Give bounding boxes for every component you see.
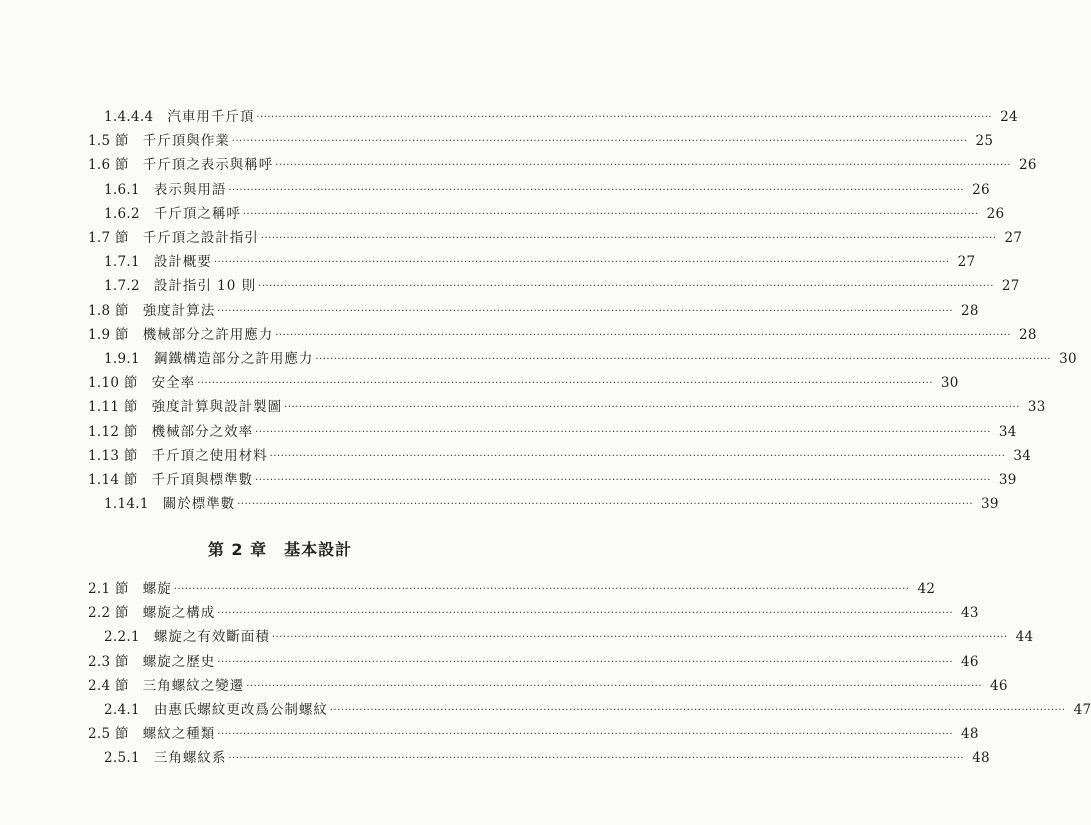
toc-entry-number: 1.7 節	[88, 230, 129, 246]
toc-entry-number: 1.6 節	[88, 157, 129, 174]
toc-entry-number: 1.10 節	[88, 375, 138, 392]
toc-dot-leader: ········································································································································································································	[255, 475, 991, 486]
toc-dot-leader: ········································································································································································································	[217, 729, 954, 741]
toc-entry	[104, 700, 1091, 720]
toc-entry	[88, 228, 1023, 248]
toc-entry	[104, 107, 1018, 127]
toc-entry-number: 1.9.1	[104, 351, 140, 367]
toc-entry-title: 千斤頂之稱呼	[153, 205, 241, 222]
toc-entry-page: 44	[1015, 629, 1034, 646]
toc-entry-page: 26	[986, 205, 1005, 222]
toc-entry-number: 2.2.1	[104, 629, 140, 646]
toc-entry	[88, 155, 1037, 175]
toc-entry-page: 30	[1059, 351, 1077, 367]
toc-entry-title: 機械部分之效率	[151, 423, 254, 440]
toc-entry-title: 螺旋	[142, 581, 172, 597]
toc-entry-page: 43	[961, 605, 979, 622]
toc-entry	[104, 252, 976, 272]
toc-entry-page: 48	[961, 726, 979, 743]
toc-entry-number: 1.14 節	[88, 472, 138, 488]
toc-entry-page: 27	[1004, 230, 1023, 246]
toc-entry-page: 28	[1019, 326, 1037, 343]
toc-entry-page: 26	[972, 181, 990, 198]
toc-dot-leader: ········································································································································································································	[284, 402, 1020, 414]
toc-entry-title: 強度計算與設計製圖	[151, 399, 283, 416]
toc-entry-page: 26	[1019, 157, 1037, 174]
toc-entry-number: 2.3 節	[88, 653, 129, 670]
toc-entry-page: 34	[1013, 447, 1032, 464]
toc-dot-leader: ········································································································································································································	[315, 354, 1052, 365]
toc-entry-title: 機械部分之許用應力	[142, 326, 274, 343]
toc-entry-number: 1.8 節	[88, 302, 129, 319]
toc-entry-page: 25	[975, 133, 994, 150]
toc-dot-leader: ········································································································································································································	[246, 680, 983, 692]
toc-dot-leader: ········································································································································································································	[255, 426, 991, 438]
toc-dot-leader: ········································································································································································································	[217, 608, 954, 620]
toc-entry-page: 46	[961, 653, 979, 670]
toc-dot-leader: ········································································································································································································	[242, 208, 979, 220]
toc-entry	[88, 470, 1017, 490]
toc-entry-page: 48	[972, 750, 990, 767]
toc-entry-number: 1.4.4.4	[104, 109, 154, 125]
toc-entry-number: 2.5.1	[104, 750, 140, 767]
toc-dot-leader: ········································································································································································································	[228, 184, 965, 196]
chapter-2-heading: 第 2 章 基本設計	[207, 540, 353, 559]
toc-dot-leader: ········································································································································································································	[258, 281, 994, 293]
toc-entry-title: 螺旋之有效斷面積	[153, 629, 270, 646]
toc-entry-page: 28	[961, 302, 979, 319]
toc-entry-title: 關於標準數	[162, 496, 236, 513]
toc-entry	[88, 603, 979, 623]
toc-entry-title: 三角螺紋系	[153, 750, 227, 767]
toc-entry-number: 2.1 節	[88, 581, 129, 597]
toc-entry-number: 2.4 節	[88, 677, 129, 694]
toc-entry-page: 30	[940, 375, 959, 392]
toc-entry-page: 47	[1073, 702, 1091, 718]
toc-entry	[88, 652, 979, 672]
toc-entry	[104, 627, 1034, 647]
toc-dot-leader: ········································································································································································································	[275, 160, 1012, 172]
toc-entry-page: 42	[917, 581, 936, 597]
toc-entry	[88, 301, 979, 321]
toc-entry-number: 1.12 節	[88, 423, 138, 440]
toc-entry-page: 27	[1001, 278, 1020, 295]
toc-entry-number: 1.6.1	[104, 181, 140, 198]
toc-dot-leader: ········································································································································································································	[260, 233, 997, 244]
toc-entry	[88, 446, 1032, 466]
toc-dot-leader: ········································································································································································································	[256, 112, 993, 123]
toc-entry-title: 表示與用語	[153, 181, 227, 198]
toc-entry-title: 螺旋之構成	[142, 605, 216, 622]
toc-dot-leader: ········································································································································································································	[269, 450, 1006, 462]
toc-entry	[104, 494, 999, 514]
toc-entry-number: 1.11 節	[88, 399, 138, 416]
toc-entry-title: 設計指引 10 則	[153, 278, 257, 295]
toc-entry-number: 1.14.1	[104, 496, 149, 513]
toc-entry	[104, 276, 1020, 296]
toc-entry	[104, 748, 990, 768]
toc-entry	[88, 579, 936, 599]
toc-entry-page: 39	[998, 472, 1017, 488]
toc-dot-leader: ········································································································································································································	[275, 329, 1012, 341]
toc-entry-number: 1.13 節	[88, 447, 138, 464]
toc-entry-number: 1.6.2	[104, 205, 140, 222]
toc-entry-page: 27	[957, 254, 976, 271]
toc-entry-number: 2.5 節	[88, 726, 129, 743]
toc-entry-title: 強度計算法	[142, 302, 216, 319]
toc-dot-leader: ········································································································································································································	[213, 257, 950, 269]
toc-dot-leader: ········································································································································································································	[217, 305, 954, 317]
toc-entry-page: 46	[990, 677, 1008, 694]
toc-entry-title: 汽車用千斤頂	[167, 109, 255, 125]
toc-dot-leader: ········································································································································································································	[329, 705, 1066, 716]
toc-entry	[88, 397, 1046, 417]
toc-entry-title: 安全率	[151, 375, 196, 392]
toc-dot-leader: ········································································································································································································	[231, 136, 968, 148]
toc-entry-title: 千斤頂與標準數	[151, 472, 254, 488]
toc-entry-title: 由惠氏螺紋更改爲公制螺紋	[153, 702, 328, 718]
toc-entry	[88, 325, 1037, 345]
toc-entry-title: 鋼鐵構造部分之許用應力	[153, 351, 314, 367]
toc-entry-title: 千斤頂與作業	[142, 133, 230, 150]
toc-entry	[104, 180, 990, 200]
toc-entry-title: 螺紋之種類	[142, 726, 216, 743]
toc-dot-leader: ········································································································································································································	[173, 584, 910, 595]
toc-entry-page: 24	[1000, 109, 1018, 125]
toc-entry-page: 39	[981, 496, 999, 513]
toc-entry	[104, 349, 1077, 369]
toc-entry-page: 34	[998, 423, 1017, 440]
toc-entry	[88, 676, 1008, 696]
toc-entry	[88, 724, 979, 744]
toc-entry-number: 1.9 節	[88, 326, 129, 343]
toc-entry-title: 千斤頂之設計指引	[142, 230, 259, 246]
toc-dot-leader: ········································································································································································································	[271, 632, 1008, 644]
toc-entry-title: 三角螺紋之變遷	[142, 677, 245, 694]
toc-entry-title: 螺旋之歷史	[142, 653, 216, 670]
toc-dot-leader: ········································································································································································································	[228, 753, 965, 765]
toc-dot-leader: ········································································································································································································	[197, 378, 933, 390]
toc-entry	[88, 131, 994, 151]
toc-entry-number: 1.7.1	[104, 254, 140, 271]
toc-dot-leader: ········································································································································································································	[237, 499, 973, 511]
toc-entry-title: 設計概要	[153, 254, 212, 271]
toc-entry	[88, 373, 959, 393]
toc-entry-number: 1.7.2	[104, 278, 140, 295]
toc-dot-leader: ········································································································································································································	[217, 656, 954, 668]
toc-entry-number: 2.2 節	[88, 605, 129, 622]
toc-entry-title: 千斤頂之使用材料	[151, 447, 268, 464]
toc-entry-number: 1.5 節	[88, 133, 129, 150]
toc-entry	[104, 204, 1005, 224]
toc-entry-title: 千斤頂之表示與稱呼	[142, 157, 274, 174]
toc-entry-page: 33	[1027, 399, 1046, 416]
toc-entry	[88, 422, 1017, 442]
toc-entry-number: 2.4.1	[104, 702, 140, 718]
